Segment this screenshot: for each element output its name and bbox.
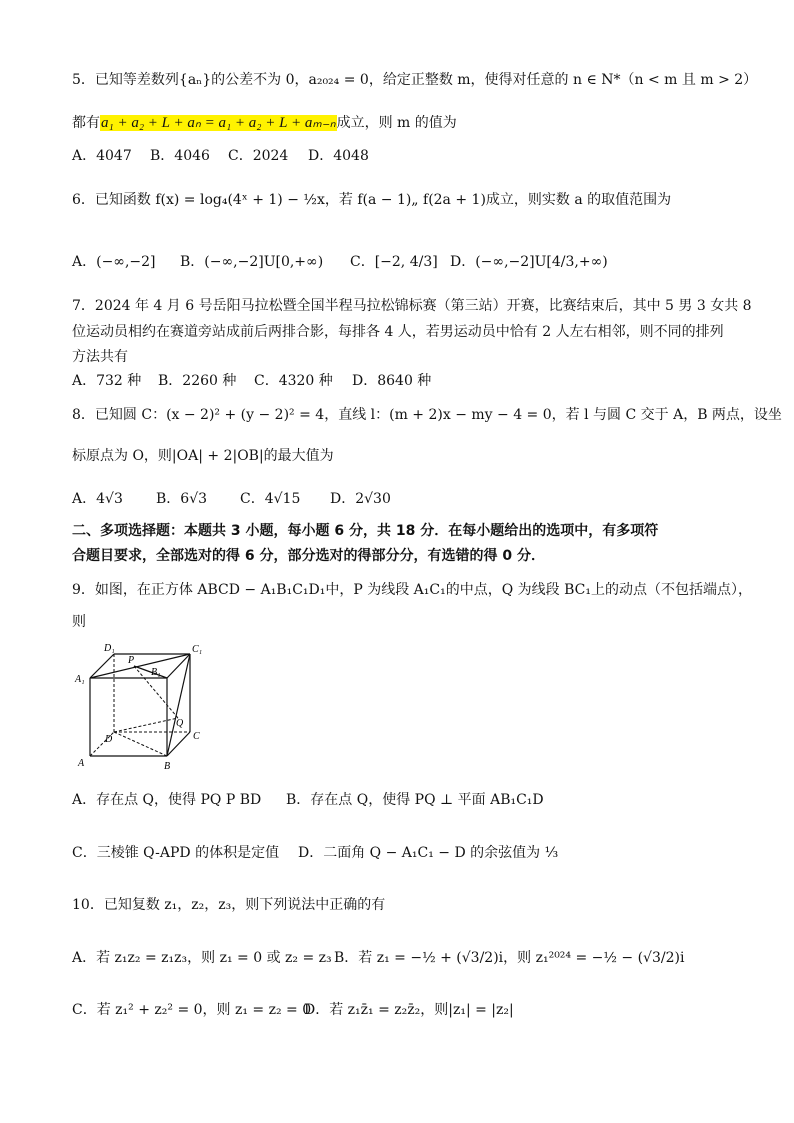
- q10-option-d: D．若 z₁z̄₁ = z₂z̄₂，则|z₁| = |z₂|: [304, 1002, 514, 1018]
- q6-option-b: B．(−∞,−2]U[0,+∞): [180, 254, 324, 270]
- label-c1: C₁: [192, 644, 203, 655]
- q8-option-c: C．4√15: [240, 491, 301, 507]
- q9-option-d: D．二面角 Q − A₁C₁ − D 的余弦值为 ⅓: [298, 845, 559, 861]
- label-d1: D₁: [104, 643, 115, 654]
- q7-option-a: A．732 种: [72, 373, 142, 389]
- q7-options: [72, 371, 431, 391]
- q10-option-b: B．若 z₁ = −½ + (√3/2)i，则 z₁²⁰²⁴ = −½ − (√3/2)i: [334, 950, 685, 966]
- label-c: C: [193, 731, 200, 742]
- q7-option-d: D．8640 种: [352, 373, 432, 389]
- q5-option-d: D．4048: [308, 148, 369, 164]
- edge-a1-d1: [90, 654, 114, 678]
- label-a: A: [78, 758, 85, 769]
- q8-options: [72, 489, 391, 509]
- cube-figure: [72, 638, 212, 773]
- label-a1: A₁: [75, 674, 85, 685]
- q7-stem-line2: 位运动员相约在赛道旁站成前后两排合影，每排各 4 人，若男运动员中恰有 2 人左右相邻，则不同的排列: [72, 324, 724, 340]
- q9-stem-line1: 9．如图，在正方体 ABCD − A₁B₁C₁D₁中，P 为线段 A₁C₁的中点，Q 为线段 BC₁上的动点（不包括端点），: [72, 582, 752, 598]
- q6-options: [72, 252, 608, 272]
- hidden-segment-d-q: [114, 718, 178, 732]
- q5-options: [72, 146, 369, 166]
- q7-stem-line3: 方法共有: [72, 349, 128, 365]
- q6-stem: 6．已知函数 f(x) = log₄(4ˣ + 1) − ½x，若 f(a − 1)„ f(2a + 1)成立，则实数 a 的取值范围为: [72, 192, 672, 208]
- q5-highlighted-formula: a₁ + a₂ + L + aₙ = a₁ + a₂ + L + aₘ₋ₙ: [101, 115, 336, 131]
- q8-stem-line1: 8．已知圆 C：(x − 2)² + (y − 2)² = 4，直线 l：(m + 2)x − my − 4 = 0，若 l 与圆 C 交于 A，B 两点，设坐: [72, 407, 782, 423]
- q8-stem-line2: 标原点为 O，则|OA| + 2|OB|的最大值为: [72, 448, 334, 464]
- q8-option-b: B．6√3: [156, 491, 208, 507]
- q7-stem-line1: 7．2024 年 4 月 6 号岳阳马拉松暨全国半程马拉松锦标赛（第三站）开赛，比赛结束后，其中 5 男 3 女共 8: [72, 298, 752, 314]
- q5-prefix: 都有: [72, 115, 100, 131]
- q5-option-b: B．4046: [150, 148, 210, 164]
- q5-suffix: 成立，则 m 的值为: [336, 115, 457, 131]
- q6-option-d: D．(−∞,−2]U[4/3,+∞): [450, 254, 608, 270]
- q10-options-row2: [72, 1000, 514, 1020]
- q6-option-c: C．[−2, 4/3]: [350, 254, 438, 270]
- label-b1: B₁: [151, 667, 161, 678]
- label-d: D: [105, 734, 113, 745]
- q9-option-c: C．三棱锥 Q-APD 的体积是定值: [72, 845, 280, 861]
- q10-stem: 10．已知复数 z₁，z₂，z₃，则下列说法中正确的有: [72, 897, 386, 913]
- q10-option-c: C．若 z₁² + z₂² = 0，则 z₁ = z₂ = 0: [72, 1002, 312, 1018]
- q5-option-c: C．2024: [228, 148, 289, 164]
- diagonal-b-c1: [167, 654, 190, 756]
- q9-option-b: B．存在点 Q，使得 PQ ⊥ 平面 AB₁C₁D: [286, 792, 544, 808]
- q9-options-row2: [72, 843, 558, 863]
- q9-option-a: A．存在点 Q，使得 PQ P BD: [72, 792, 262, 808]
- label-q: Q: [176, 718, 184, 729]
- diagonal-a1-c1: [90, 654, 190, 678]
- edge-b1-c1: [167, 654, 190, 678]
- q9-stem-line2: 则: [72, 614, 86, 630]
- q7-option-b: B．2260 种: [158, 373, 237, 389]
- section2-heading-line1: 二、多项选择题：本题共 3 小题，每小题 6 分，共 18 分．在每小题给出的选项中，有多项符: [72, 523, 659, 539]
- q5-option-a: A．4047: [72, 148, 132, 164]
- q9-options-row1: [72, 790, 544, 810]
- q6-option-a: A．(−∞,−2]: [72, 254, 156, 270]
- q8-option-d: D．2√30: [330, 491, 391, 507]
- q7-option-c: C．4320 种: [254, 373, 333, 389]
- edge-b-c: [167, 732, 190, 756]
- q5-stem-line1: 5．已知等差数列{aₙ}的公差不为 0，a₂₀₂₄ = 0，给定正整数 m，使得对任意的 n ∈ N*（n < m 且 m > 2）: [72, 72, 758, 88]
- q10-option-a: A．若 z₁z₂ = z₁z₃，则 z₁ = 0 或 z₂ = z₃: [72, 950, 332, 966]
- q8-option-a: A．4√3: [72, 491, 123, 507]
- hidden-segment-d-b: [114, 732, 167, 756]
- label-b: B: [164, 761, 171, 772]
- q5-stem-line2: [72, 113, 457, 133]
- section2-heading-line2: 合题目要求，全部选对的得 6 分，部分选对的得部分分，有选错的得 0 分．: [72, 548, 545, 564]
- label-p: P: [128, 655, 135, 666]
- q10-options-row1: [72, 948, 684, 968]
